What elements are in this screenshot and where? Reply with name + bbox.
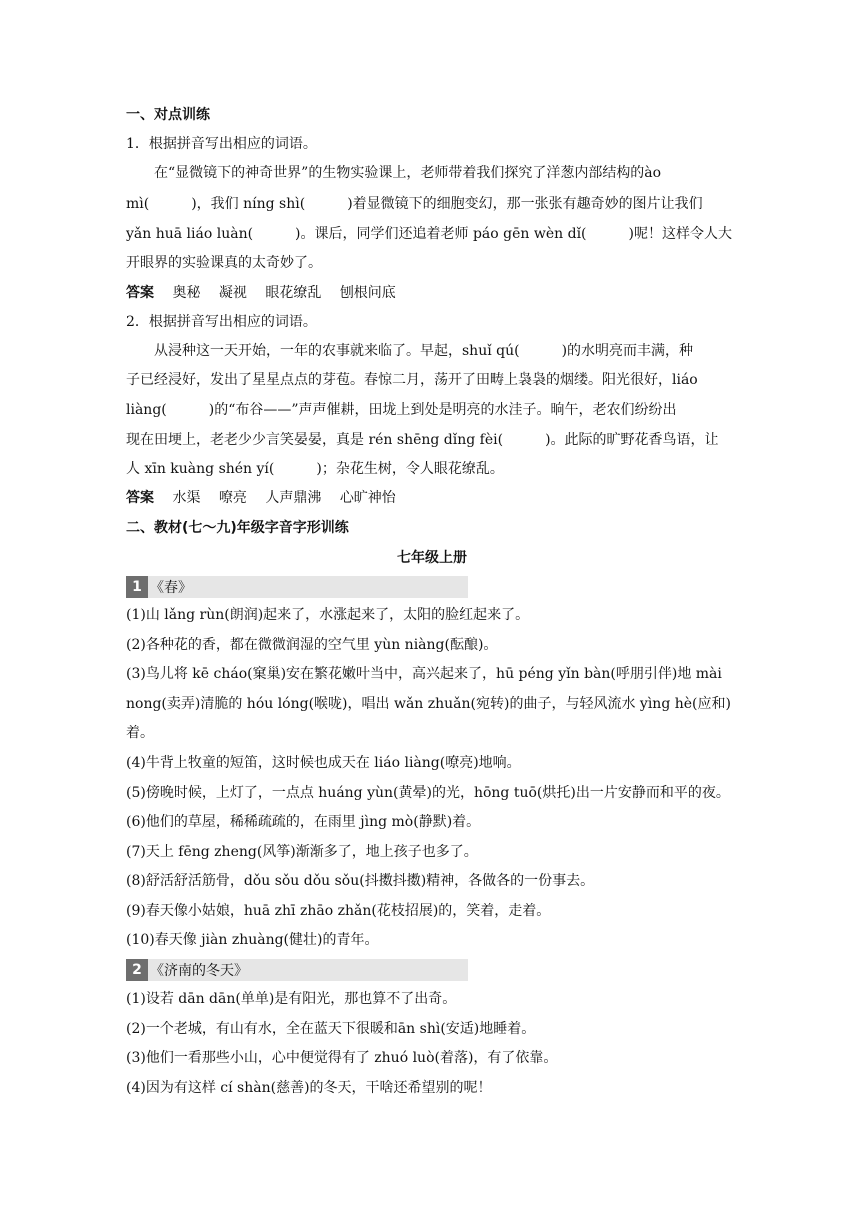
- lesson2-item: (3)他们一看那些小山，心中便觉得有了 zhuó luò(着落)，有了依靠。: [126, 1050, 558, 1066]
- section1-heading: 一、对点训练: [126, 107, 210, 123]
- answer-word: 奥秘: [172, 285, 201, 301]
- lesson1-item: (10)春天像 jiàn zhuàng(健壮)的青年。: [126, 932, 379, 948]
- lesson-header-1: [126, 576, 468, 598]
- lesson2-item: (1)设若 dān dān(单单)是有阳光，那也算不了出奇。: [126, 991, 457, 1007]
- answer-label: 答案: [126, 285, 154, 301]
- q2-line-3: liàng( )的“布谷——”声声催耕，田垅上到处是明亮的水洼子。晌午，老农们纷纷出: [126, 402, 677, 418]
- lesson-number: 2: [126, 959, 148, 981]
- lesson2-item: (2)一个老城，有山有水，全在蓝天下很暖和ān shì(安适)地睡着。: [126, 1021, 536, 1037]
- answer-word: 嘹亮: [218, 490, 247, 506]
- answer-word: 心旷神怡: [339, 490, 396, 506]
- lesson1-item: (9)春天像小姑娘，huā zhī zhāo zhǎn(花枝招展)的，笑着，走着。: [126, 903, 551, 919]
- q2-prompt: 2．根据拼音写出相应的词语。: [126, 314, 317, 330]
- q1-line-2: mì( )，我们 níng shì( )着显微镜下的细胞变幻，那一张张有趣奇妙的图片让我们: [126, 196, 703, 212]
- answer-word: 人声鼎沸: [265, 490, 322, 506]
- q1-line-4: 开眼界的实验课真的太奇妙了。: [126, 255, 322, 271]
- q1-prompt: 1．根据拼音写出相应的词语。: [126, 136, 317, 152]
- lesson-number: 1: [126, 576, 148, 598]
- q2-line-2: 子已经浸好，发出了星星点点的芽苞。春惊二月，荡开了田畴上袅袅的烟缕。阳光很好，liáo: [126, 372, 698, 388]
- lesson1-item: nong(卖弄)清脆的 hóu lóng(喉咙)，唱出 wǎn zhuǎn(宛转)的曲子，与轻风流水 yìng hè(应和): [126, 696, 731, 712]
- lesson1-item: (6)他们的草屋，稀稀疏疏的，在雨里 jìng mò(静默)着。: [126, 814, 481, 830]
- q2-answer: [126, 489, 738, 507]
- lesson-title: 《春》: [150, 580, 192, 596]
- q2-line-1: 从浸种这一天开始，一年的农事就来临了。早起，shuǐ qú( )的水明亮而丰满，种: [154, 343, 694, 359]
- lesson1-item: (4)牛背上牧童的短笛，这时候也成天在 liáo liàng(嘹亮)地响。: [126, 755, 521, 771]
- answer-word: 水渠: [172, 490, 201, 506]
- answer-word: 刨根问底: [339, 285, 396, 301]
- answer-word: 眼花缭乱: [265, 285, 322, 301]
- q1-line-3: yǎn huā liáo luàn( )。课后，同学们还追着老师 páo gēn wèn dǐ( )呢！这样令人大: [126, 226, 732, 242]
- lesson1-item: (7)天上 fēng zheng(风筝)渐渐多了，地上孩子也多了。: [126, 844, 478, 860]
- q2-line-4: 现在田埂上，老老少少言笑晏晏，真是 rén shēng dǐng fèi( )。此际的旷野花香鸟语，让: [126, 432, 719, 448]
- lesson-title: 《济南的冬天》: [150, 963, 248, 979]
- grade-title: 七年级上册: [397, 550, 467, 566]
- lesson1-item: (8)舒活舒活筋骨，dǒu sǒu dǒu sǒu(抖擞抖擞)精神，各做各的一份事去。: [126, 873, 595, 889]
- lesson1-item: (3)鸟儿将 kē cháo(窠巢)安在繁花嫩叶当中，高兴起来了，hū péng yǐn bàn(呼朋引伴)地 mài: [126, 666, 722, 682]
- lesson1-item: (2)各种花的香，都在微微润湿的空气里 yùn niàng(酝酿)。: [126, 637, 498, 653]
- answer-word: 凝视: [218, 285, 247, 301]
- q1-line-1: 在“显微镜下的神奇世界”的生物实验课上，老师带着我们探究了洋葱内部结构的ào: [154, 165, 662, 181]
- lesson-header-2: [126, 959, 468, 981]
- answer-label: 答案: [126, 490, 154, 506]
- lesson1-item: 着。: [126, 725, 154, 741]
- lesson1-item: (5)傍晚时候，上灯了，一点点 huáng yùn(黄晕)的光，hōng tuō(烘托)出一片安静而和平的夜。: [126, 785, 730, 801]
- q1-answer: [126, 284, 738, 302]
- lesson2-item: (4)因为有这样 cí shàn(慈善)的冬天，干啥还希望别的呢！: [126, 1080, 492, 1096]
- q2-line-5: 人 xīn kuàng shén yí( )；杂花生树，令人眼花缭乱。: [126, 461, 504, 477]
- lesson1-item: (1)山 lǎng rùn(朗润)起来了，水涨起来了，太阳的脸红起来了。: [126, 607, 530, 623]
- section2-heading: 二、教材(七～九)年级字音字形训练: [126, 520, 349, 536]
